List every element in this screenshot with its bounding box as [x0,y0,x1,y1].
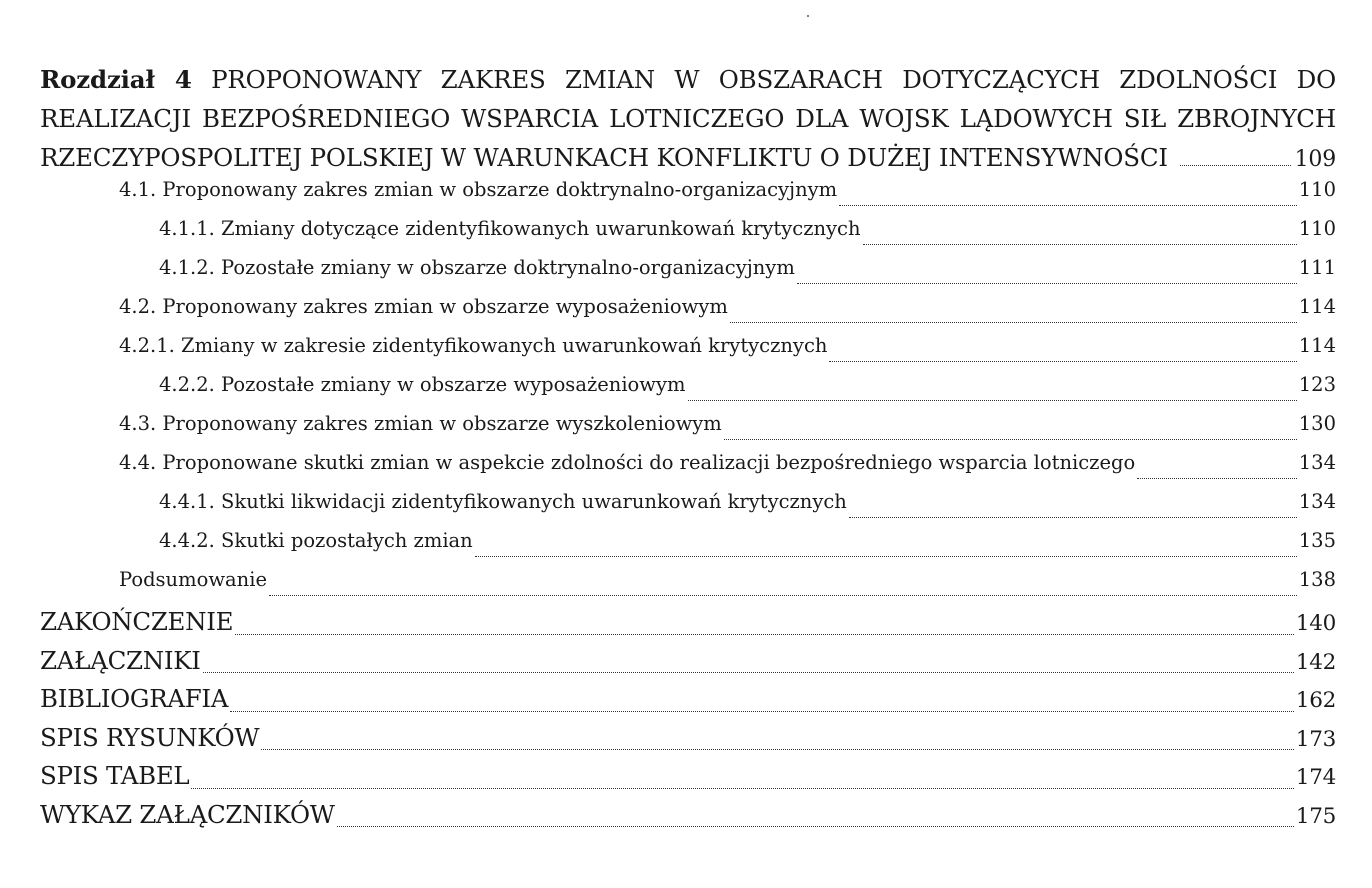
dot-leader [829,361,1296,362]
dot-leader [839,205,1297,206]
scan-speck [807,15,809,17]
chapter-title-part-3: RZECZYPOSPOLITEJ POLSKIEJ W WARUNKACH KONFLIKTU O DUŻEJ INTENSYWNOŚCI [40,143,1168,172]
toc-entry-title: 4.4. Proponowane skutki zmian w aspekcie zdolności do realizacji bezpośredniego wsparcia lotniczego [119,451,1136,474]
toc-entry-page: 110 [1298,217,1336,240]
toc-entry-podsumowanie[interactable] [40,568,1336,607]
dot-leader [724,439,1297,440]
toc-entry-4-4[interactable] [40,451,1336,490]
toc-entry-4-3[interactable] [40,412,1336,451]
dot-leader [230,711,1294,712]
toc-section-spis-rysunkow[interactable] [40,723,1336,762]
toc-entry-title: Podsumowanie [119,568,268,591]
dot-leader [269,595,1297,596]
toc-section-page: 162 [1295,688,1336,713]
toc-entry-page: 111 [1298,256,1336,279]
chapter-title-line-1 [40,60,1336,99]
toc-section-title: ZAŁĄCZNIKI [40,645,201,675]
toc-entry-page: 138 [1298,568,1336,591]
dot-leader [337,826,1294,827]
dot-leader [863,244,1297,245]
toc-entry-title: 4.4.1. Skutki likwidacji zidentyfikowanych uwarunkowań krytycznych [159,490,847,513]
toc-entry-title: 4.1. Proponowany zakres zmian w obszarze doktrynalno-organizacyjnym [119,178,838,201]
dot-leader [1180,165,1291,166]
toc-section-wykaz-zalacznikow[interactable] [40,800,1336,839]
chapter-page-number: 109 [1294,147,1336,172]
chapter-title-part-1: PROPONOWANY ZAKRES ZMIAN W OBSZARACH DOTYCZĄCYCH ZDOLNOŚCI DO [211,65,1336,94]
toc-entry-title: 4.1.1. Zmiany dotyczące zidentyfikowanych uwarunkowań krytycznych [159,217,861,240]
chapter-4-heading [40,60,1336,179]
toc-entry-4-4-2[interactable] [40,529,1336,568]
toc-entry-title: 4.2.2. Pozostałe zmiany w obszarze wyposażeniowym [159,373,686,396]
toc-section-page: 174 [1295,765,1336,790]
toc-entry-4-2[interactable] [40,295,1336,334]
toc-entry-page: 114 [1298,295,1336,318]
toc-section-title: WYKAZ ZAŁĄCZNIKÓW [40,799,335,829]
toc-section-page: 175 [1295,803,1336,829]
chapter-label: Rozdział 4 [40,65,192,94]
toc-entry-title: 4.2. Proponowany zakres zmian w obszarze wyposażeniowym [119,295,728,318]
dot-leader [1137,478,1297,479]
toc-entry-4-4-1[interactable] [40,490,1336,529]
toc-entry-title: 4.2.1. Zmiany w zakresie zidentyfikowanych uwarunkowań krytycznych [119,334,828,357]
toc-section-page: 140 [1295,611,1336,636]
toc-entry-4-1[interactable] [40,178,1336,217]
dot-leader [475,556,1297,557]
toc-entry-4-1-2[interactable] [40,256,1336,295]
chapter-title-line-3 [40,138,1336,179]
toc-entry-page: 110 [1298,178,1336,201]
toc-entry-title: 4.1.2. Pozostałe zmiany w obszarze doktrynalno-organizacyjnym [159,256,795,279]
toc-section-spis-tabel[interactable] [40,761,1336,800]
toc-entry-page: 135 [1298,529,1336,552]
toc-entry-4-2-1[interactable] [40,334,1336,373]
dot-leader [730,322,1297,323]
toc-entry-page: 114 [1298,334,1336,357]
dot-leader [849,517,1297,518]
toc-section-page: 173 [1295,726,1336,752]
toc-entry-4-2-2[interactable] [40,373,1336,412]
dot-leader [191,788,1293,789]
toc-entry-4-1-1[interactable] [40,217,1336,256]
toc-list [40,178,1336,838]
toc-section-title: SPIS TABEL [40,761,190,790]
toc-entry-page: 134 [1298,451,1336,474]
toc-section-title: ZAKOŃCZENIE [40,607,234,636]
toc-section-title: BIBLIOGRAFIA [40,684,229,713]
toc-entry-title: 4.3. Proponowany zakres zmian w obszarze wyszkoleniowym [119,412,722,435]
toc-section-title: SPIS RYSUNKÓW [40,722,260,752]
dot-leader [203,672,1294,673]
toc-section-zakonczenie[interactable] [40,607,1336,646]
dot-leader [688,400,1297,401]
dot-leader [797,283,1297,284]
dot-leader [235,634,1294,635]
toc-entry-page: 130 [1298,412,1336,435]
toc-entry-page: 134 [1298,490,1336,513]
toc-section-bibliografia[interactable] [40,684,1336,723]
chapter-title-line-2: REALIZACJI BEZPOŚREDNIEGO WSPARCIA LOTNICZEGO DLA WOJSK LĄDOWYCH SIŁ ZBROJNYCH [40,104,1336,133]
dot-leader [261,749,1294,750]
toc-section-zalaczniki[interactable] [40,646,1336,685]
toc-section-page: 142 [1295,649,1336,675]
toc-entry-title: 4.4.2. Skutki pozostałych zmian [159,529,473,552]
toc-entry-page: 123 [1298,373,1336,396]
